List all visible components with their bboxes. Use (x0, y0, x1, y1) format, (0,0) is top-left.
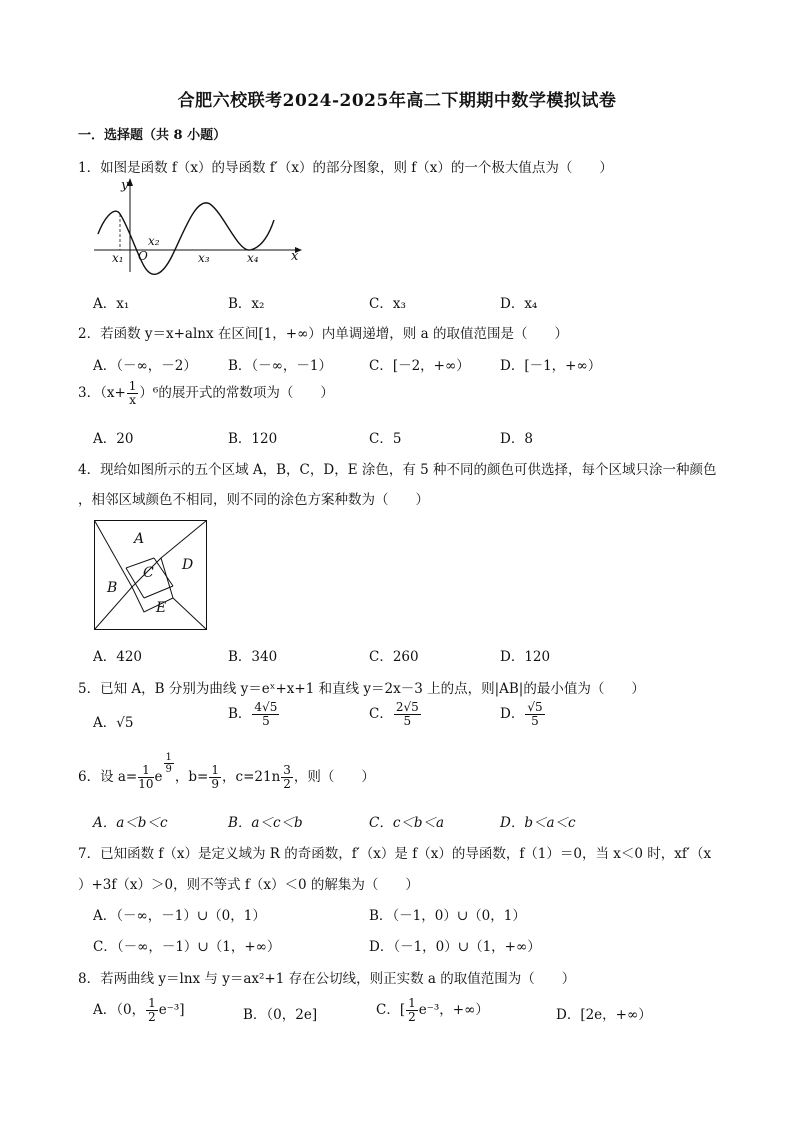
q3-option-a[interactable]: A．20 (93, 431, 134, 447)
q1-option-a[interactable]: A．x₁ (93, 296, 130, 312)
q7-option-a[interactable]: A．（－∞，－1）∪（0，1） (93, 908, 266, 924)
q5-option-c-den: 5 (403, 714, 412, 729)
q3-frac-den: x (129, 393, 136, 408)
q6-c-den: 2 (283, 777, 291, 792)
q8-option-a-pre: A．（0， (93, 1002, 146, 1019)
q5-option-d-den: 5 (531, 714, 539, 729)
region-c-label: C (143, 565, 154, 581)
q8-option-c-pre: C．[ (376, 1002, 406, 1019)
q6-b-num: 1 (211, 763, 220, 777)
q5-option-b-fraction (252, 701, 279, 728)
q6-c-num: 3 (283, 763, 291, 777)
question-5-stem: 5．已知 A，B 分别为曲线 y＝eˣ+x+1 和直线 y＝2x－3 上的点，则|AB|的最小值为（ ） (78, 681, 645, 697)
section-heading: 一．选择题（共 8 小题） (78, 128, 227, 143)
q8-option-a[interactable] (93, 997, 185, 1024)
q2-option-c[interactable]: C．[－2，+∞） (369, 358, 470, 374)
q5-option-b-num: 4√5 (254, 700, 278, 714)
q1-option-b[interactable]: B．x₂ (228, 296, 265, 312)
q6-a-den: 10 (138, 777, 154, 792)
q7-option-b[interactable]: B．（－1，0）∪（0，1） (369, 908, 526, 924)
region-e-label: E (156, 600, 167, 616)
q8-option-c[interactable] (376, 997, 489, 1024)
q5-option-c[interactable] (369, 701, 422, 728)
q3-frac-num: 1 (128, 379, 137, 393)
q5-option-d-label: D． (500, 706, 525, 723)
question-7-stem-line2: ）+3f（x）＞0，则不等式 f（x）＜0 的解集为（ ） (78, 877, 419, 893)
q5-option-b[interactable] (228, 701, 280, 728)
q6-lead: 6．设 a= (78, 769, 138, 786)
q3-stem-post: ）⁶的展开式的常数项为（ ） (139, 385, 334, 402)
q1-option-d[interactable]: D．x₄ (500, 296, 538, 312)
q4-option-d[interactable]: D．120 (500, 649, 551, 665)
q4-option-c[interactable]: C．260 (369, 649, 419, 665)
q4-option-a[interactable]: A．420 (93, 649, 143, 665)
q4-option-b[interactable]: B．340 (228, 649, 278, 665)
q8-option-c-num: 1 (408, 996, 416, 1010)
q6-b-fraction (209, 764, 221, 791)
region-b-label: B (107, 580, 118, 596)
q3-option-c[interactable]: C．5 (369, 431, 402, 447)
q2-option-b[interactable]: B．（－∞，－1） (228, 358, 333, 374)
q5-option-b-label: B． (228, 706, 252, 723)
graph-x-label: x (291, 249, 299, 264)
q6-a-exp-num: 1 (165, 752, 172, 764)
q6-c-text: ，c=21n (222, 769, 281, 786)
q6-tail: ，则（ ） (293, 769, 375, 786)
question-1-stem: 1．如图是函数 f（x）的导函数 f′（x）的部分图象，则 f（x）的一个极大值点为（ ） (78, 160, 613, 176)
graph-y-label: y (121, 178, 129, 193)
q6-b-text: ，b= (174, 769, 209, 786)
q5-option-d-num: √5 (527, 700, 543, 714)
region-a-label: A (134, 531, 145, 547)
q6-c-fraction (281, 764, 293, 791)
q5-option-d-fraction (525, 701, 544, 728)
q2-option-d[interactable]: D．[－1，+∞） (500, 358, 602, 374)
q5-option-c-fraction (394, 701, 421, 728)
question-8-stem: 8．若两曲线 y＝lnx 与 y＝ax²+1 存在公切线，则正实数 a 的取值范围为（ ） (78, 971, 576, 987)
q5-option-a[interactable]: A．√5 (93, 715, 134, 731)
question-6-stem: 6．设 a= $\frac{1}{10}$ e $\frac{1}{9}$ ，b= $\frac{1}{9}$ ，c=21n $\frac{3}{2}$ ，则（ ） (78, 752, 375, 792)
q5-option-d[interactable] (500, 701, 546, 728)
q3-option-d[interactable]: D．8 (500, 431, 533, 447)
graph-x1-label: x₁ (112, 251, 124, 265)
graph-origin-label: O (138, 249, 148, 263)
q3-fraction (127, 380, 139, 407)
q8-option-a-den: 2 (148, 1010, 156, 1025)
graph-x2-label: x₂ (148, 234, 160, 248)
q3-stem-pre: 3．（x+ (78, 385, 126, 402)
q6-b-den: 9 (211, 777, 220, 792)
q7-option-c[interactable]: C．（－∞，－1）∪（1，+∞） (93, 939, 281, 955)
q6-a-fraction (138, 764, 153, 791)
q6-option-a[interactable]: A．a＜b＜c (93, 815, 168, 831)
q7-option-d[interactable]: D．（－1，0）∪（1，+∞） (369, 939, 541, 955)
question-4-stem-line1: 4．现给如图所示的五个区域 A，B，C，D，E 涂色，有 5 种不同的颜色可供选择，每个区域只涂一种颜色 (78, 462, 717, 478)
graph-x4-label: x₄ (247, 251, 259, 265)
q6-a-num: 1 (138, 764, 153, 778)
q5-option-b-den: 5 (262, 714, 270, 729)
q1-option-c[interactable]: C．x₃ (369, 296, 406, 312)
q8-option-a-fraction (146, 997, 158, 1024)
q5-option-c-label: C． (369, 706, 393, 723)
q3-option-b[interactable]: B．120 (228, 431, 278, 447)
q8-option-c-fraction (406, 997, 418, 1024)
q6-a-exp-den: 9 (165, 764, 172, 776)
question-2-stem: 2．若函数 y＝x+alnx 在区间[1，+∞）内单调递增，则 a 的取值范围是（ ） (78, 326, 568, 342)
q6-a-exponent (164, 752, 174, 775)
q8-option-c-post: e⁻³，+∞） (418, 1002, 489, 1019)
region-d-label: D (182, 557, 194, 573)
q8-option-a-post: e⁻³] (158, 1002, 185, 1019)
q8-option-c-den: 2 (408, 1010, 416, 1025)
q8-option-d[interactable]: D．[2e，+∞） (556, 1007, 652, 1023)
question-3-stem (78, 380, 334, 407)
q8-option-a-num: 1 (148, 996, 156, 1010)
graph-x3-label: x₃ (198, 251, 210, 265)
q6-option-d[interactable]: D．b＜a＜c (500, 815, 576, 831)
q2-option-a[interactable]: A．（－∞，－2） (93, 358, 197, 374)
q5-option-c-num: 2√5 (395, 700, 419, 714)
q6-option-c[interactable]: C．c＜b＜a (369, 815, 445, 831)
q8-option-b[interactable]: B．（0，2e] (243, 1007, 318, 1023)
page-title: 合肥六校联考2024-2025年高二下期期中数学模拟试卷 (177, 91, 617, 111)
question-4-stem-line2: ，相邻区域颜色不相同，则不同的涂色方案种数为（ ） (78, 492, 429, 508)
question-7-stem-line1: 7．已知函数 f（x）是定义域为 R 的奇函数，f′（x）是 f（x）的导函数，f（1）＝0，当 x＜0 时，xf′（x (78, 846, 712, 862)
q6-option-b[interactable]: B．a＜c＜b (228, 815, 303, 831)
